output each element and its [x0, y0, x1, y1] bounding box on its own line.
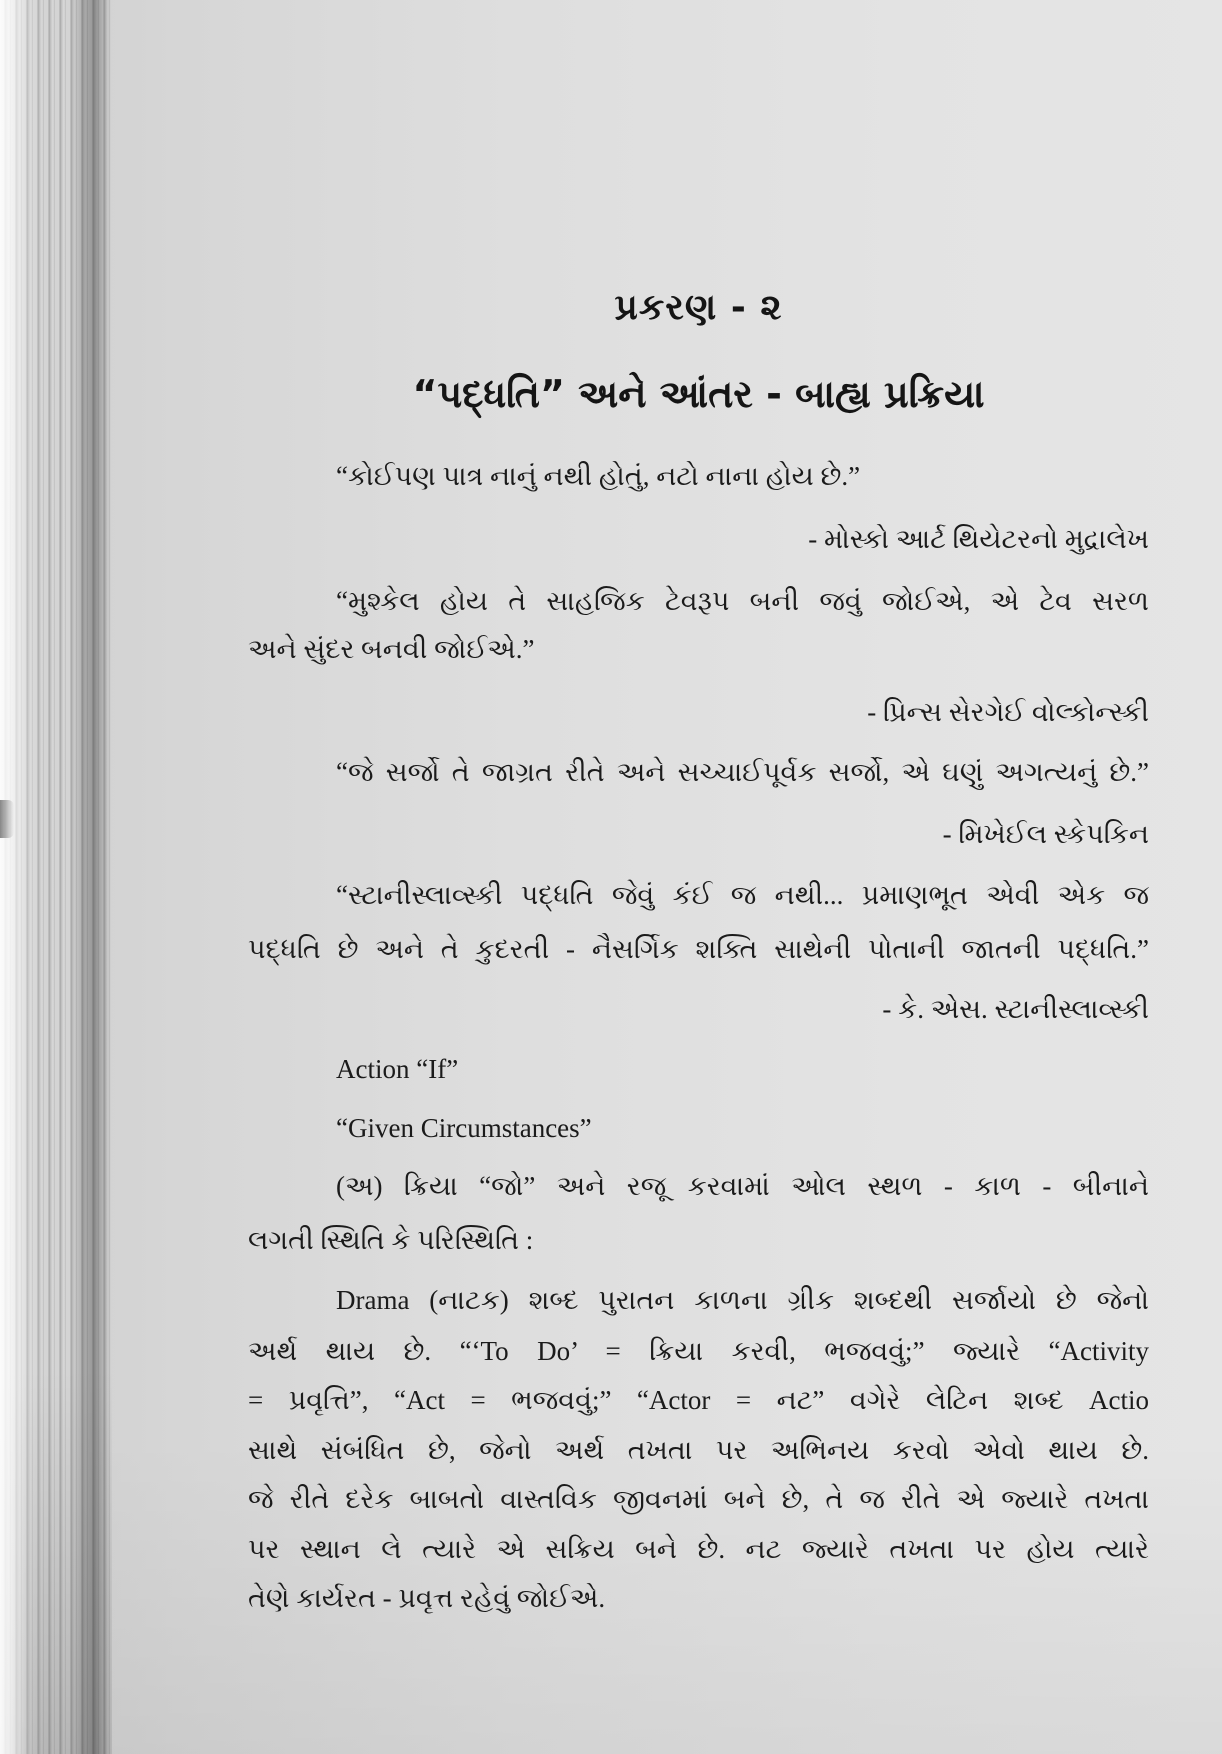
paragraph-line: તેણે કાર્યરત - પ્રવૃત્ત રહેવું જોઈએ.	[248, 1583, 606, 1613]
epigraph-attribution: - મોસ્કો આર્ટ થિયેટરનો મુદ્રાલેખ	[808, 524, 1149, 554]
edge-smudge	[0, 800, 14, 838]
chapter-title: “પદ્ધતિ” અને આંતર - બાહ્ય પ્રક્રિયા	[412, 372, 985, 416]
section-heading: “Given Circumstances”	[336, 1113, 592, 1143]
epigraph-quote-line: અને સુંદર બનવી જોઈએ.”	[248, 634, 535, 664]
paragraph-line: = પ્રવૃત્તિ”, “Act = ભજવવું;” “Actor = નટ” વગેરે લેટિન શબ્દ Actio	[248, 1385, 1149, 1415]
paragraph-line: લગતી સ્થિતિ કે પરિસ્થિતિ :	[248, 1225, 534, 1255]
epigraph-attribution: - મિખેઈલ સ્કેપકિન	[942, 819, 1149, 849]
epigraph-attribution: - પ્રિન્સ સેરગેઈ વોલ્કોન્સ્કી	[867, 697, 1149, 727]
paragraph-line: Drama (નાટક) શબ્દ પુરાતન કાળના ગ્રીક શબ્દથી સર્જાયો છે જેનો	[336, 1285, 1149, 1315]
section-heading: Action “If”	[336, 1054, 459, 1084]
paragraph-line: અર્થ થાય છે. “‘To Do’ = ક્રિયા કરવી, ભજવવું;” જ્યારે “Activity	[248, 1336, 1149, 1366]
epigraph-quote-line: “કોઈપણ પાત્ર નાનું નથી હોતું, નટો નાના હોય છે.”	[336, 461, 861, 491]
paragraph-line: પર સ્થાન લે ત્યારે એ સક્રિય બને છે. નટ જ્યારે તખતા પર હોય ત્યારે	[248, 1534, 1149, 1564]
epigraph-quote-line: “મુશ્કેલ હોય તે સાહજિક ટેવરૂપ બની જવું જોઈએ, એ ટેવ સરળ	[336, 586, 1149, 616]
chapter-heading: પ્રકરણ - ૨	[614, 287, 783, 328]
page-edges-binding	[0, 0, 112, 1754]
epigraph-quote-line: પદ્ધતિ છે અને તે કુદરતી - નૈસર્ગિક શક્તિ સાથેની પોતાની જાતની પદ્ધતિ.”	[248, 934, 1149, 964]
epigraph-quote-line: “સ્ટાનીસ્લાવ્સ્કી પદ્ધતિ જેવું કંઈ જ નથી... પ્રમાણભૂત એવી એક જ	[336, 880, 1149, 910]
paragraph-line: (અ) ક્રિયા “જો” અને રજૂ કરવામાં ઓલ સ્થળ - કાળ - બીનાને	[336, 1171, 1149, 1201]
paragraph-line: સાથે સંબંધિત છે, જેનો અર્થ તખતા પર અભિનય કરવો એવો થાય છે.	[248, 1435, 1149, 1465]
paragraph-line: જે રીતે દરેક બાબતો વાસ્તવિક જીવનમાં બને છે, તે જ રીતે એ જ્યારે તખતા	[248, 1484, 1149, 1514]
epigraph-attribution: - કે. એસ. સ્ટાનીસ્લાવ્સ્કી	[882, 994, 1149, 1024]
epigraph-quote-line: “જે સર્જો તે જાગ્રત રીતે અને સચ્ચાઈપૂર્વક સર્જો, એ ઘણું અગત્યનું છે.”	[336, 757, 1149, 787]
